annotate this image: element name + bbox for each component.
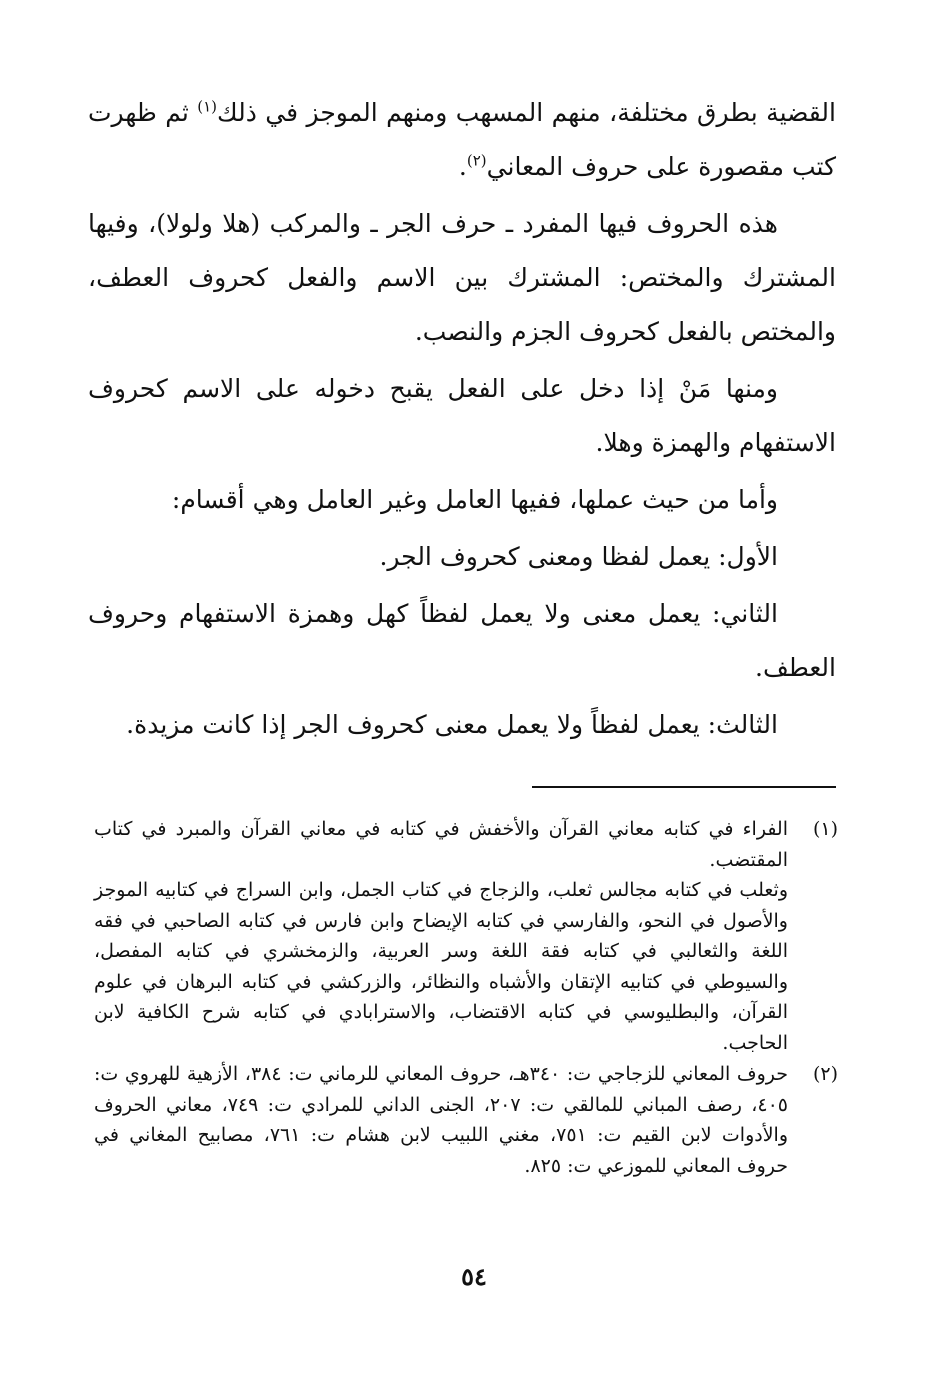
paragraph-7: الثالث: يعمل لفظاً ولا يعمل معنى كحروف الجر إذا كانت مزيدة. (126, 710, 778, 739)
paragraph-1-text-end: . (458, 152, 467, 181)
footnote-2-number: (٢) (812, 1063, 838, 1085)
paragraph-2: هذه الحروف فيها المفرد ـ حرف الجر ـ والمركب (هلا ولولا)، وفيها المشترك والمختص: المشترك بين الاسم والفعل كحروف العطف، والمختص بالفعل كحروف الجزم والنصب. (88, 209, 836, 346)
footnote-1-body (94, 814, 788, 1058)
paragraph-1-text-cont: ثم ظهرت كتب مقصورة على حروف المعاني (88, 98, 836, 181)
main-text-block (88, 86, 836, 755)
footnotes-section (94, 814, 838, 1182)
footnote-2 (94, 1059, 838, 1181)
paragraph-1-text: القضية بطرق مختلفة، منهم المسهب ومنهم الموجز في ذلك (217, 98, 836, 127)
footnote-1-paragraph-1: الفراء في كتابه معاني القرآن والأخفش في كتابه في معاني القرآن والمبرد في كتاب المقتضب. (94, 818, 788, 871)
footnote-ref-2[interactable]: (٢) (466, 151, 487, 170)
footnote-separator-rule (532, 786, 836, 788)
paragraph-5: الأول: يعمل لفظا ومعنى كحروف الجر. (379, 542, 778, 571)
paragraph-1 (88, 86, 836, 194)
footnote-1-number: (١) (812, 818, 838, 840)
footnote-1 (94, 814, 838, 1058)
footnote-2-body (94, 1059, 788, 1181)
paragraph-3: ومنها مَنْ إذا دخل على الفعل يقبح دخوله على الاسم كحروف الاستفهام والهمزة وهلا. (88, 374, 836, 457)
paragraph-4: وأما من حيث عملها، ففيها العامل وغير العامل وهي أقسام: (171, 485, 778, 514)
paragraph-6: الثاني: يعمل معنى ولا يعمل لفظاً كهل وهمزة الاستفهام وحروف العطف. (88, 599, 836, 682)
footnote-1-paragraph-2: وثعلب في كتابه مجالس ثعلب، والزجاج في كتاب الجمل، وابن السراج في كتابيه الموجز والأصول في النحو، والفارسي في كتابه الإيضاح وابن فارس في كتابه الصاحبي في فقه اللغة والثعالبي في كتابه فقة اللغة وسر العربية، والزمخشري في كتابه المفصل، والسيوطي في كتابيه الإتقان والأشباه والنظائر، والزركشي في كتابه البرهان في علوم القرآن، والبطليوسي في كتابه الاقتضاب، والاسترابادي في كتابه شرح الكافية لابن الحاجب. (94, 879, 788, 1054)
footnote-2-paragraph-1: حروف المعاني للزجاجي ت: ٣٤٠هـ، حروف المعاني للرماني ت: ٣٨٤، الأزهية للهروي ت: ٤٠٥، رصف المباني للمالقي ت: ٢٠٧، الجنى الداني للمرادي ت: ٧٤٩، معاني الحروف والأدوات لابن القيم ت: ٧٥١، مغني اللبيب لابن هشام ت: ٧٦١، مصابيح المغاني في حروف المعاني للموزعي ت: ٨٢٥. (94, 1063, 789, 1177)
page-number: ٥٤ (461, 1262, 487, 1291)
footnote-ref-1[interactable]: (١) (197, 97, 218, 116)
